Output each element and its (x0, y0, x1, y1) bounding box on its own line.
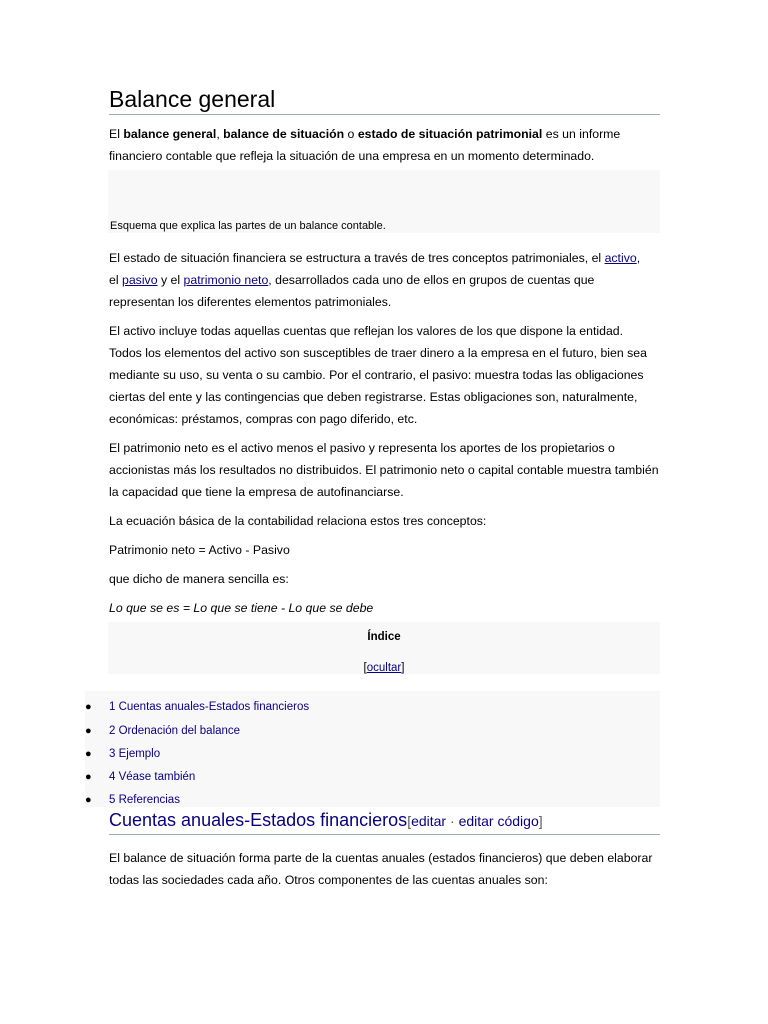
pasivo-link[interactable]: pasivo (122, 273, 158, 287)
structure-paragraph (109, 247, 664, 313)
toc-hide-link[interactable]: ocultar (366, 662, 402, 674)
toc-item-label: 4 Véase también (109, 771, 196, 783)
edit-link[interactable]: editar (411, 813, 447, 829)
activo-line: económicas: préstamos, compras con pago diferido, etc. (109, 412, 418, 426)
toc-item[interactable] (85, 700, 310, 714)
edit-bracket-close: ] (538, 813, 543, 829)
toc-item-label: 1 Cuentas anuales-Estados financieros (109, 701, 310, 713)
toc-item-label: 3 Ejemplo (109, 748, 161, 760)
patrimonio-neto-link[interactable]: patrimonio neto (183, 273, 269, 287)
activo-line: mediante su uso, su venta o su cambio. Por el contrario, el pasivo: muestra todas las obligaciones (109, 368, 644, 382)
activo-line: Todos los elementos del activo son susceptibles de traer dinero a la empresa en el futuro, bien sea (109, 346, 647, 360)
structure-text-2: , (636, 251, 641, 265)
section-edit-links (407, 813, 542, 829)
toc-item[interactable] (85, 770, 196, 784)
section-heading-text: Cuentas anuales-Estados financieros (109, 810, 408, 830)
toc-item-label: 5 Referencias (109, 794, 180, 806)
toc-item[interactable] (85, 747, 161, 761)
activo-link[interactable]: activo (604, 251, 637, 265)
edit-separator: · (446, 813, 459, 829)
section-heading (109, 808, 660, 835)
toc-item-label: 2 Ordenación del balance (109, 725, 241, 737)
patrimonio-line: la capacidad que tiene la empresa de autofinanciarse. (109, 485, 404, 499)
structure-text-1: El estado de situación financiera se estructura a través de tres conceptos patrimoniales, el (109, 251, 605, 265)
intro-bold-1: balance general (123, 127, 217, 141)
intro-text-4: es un informe (542, 127, 621, 141)
activo-paragraph (109, 320, 664, 430)
figure-caption: Esquema que explica las partes de un balance contable. (110, 220, 386, 232)
patrimonio-paragraph (109, 437, 664, 503)
page-title: Balance general (109, 84, 660, 115)
activo-line: ciertas del ente y las contingencias que deben registrarse. Estas obligaciones son, naturalmente, (109, 390, 638, 404)
bullet-icon: ● (85, 701, 92, 713)
bullet-icon: ● (85, 725, 92, 737)
activo-line: El activo incluye todas aquellas cuentas que reflejan los valores de los que dispone la entidad. (109, 324, 624, 338)
toc-box (108, 622, 660, 674)
patrimonio-line: accionistas más los resultados no distribuidos. El patrimonio neto o capital contable muestra también (109, 463, 659, 477)
intro-line-2: financiero contable que refleja la situación de una empresa en un momento determinado. (109, 149, 595, 163)
structure-text-4: y el (157, 273, 184, 287)
simple-intro: que dicho de manera sencilla es: (109, 572, 289, 586)
bullet-icon: ● (85, 794, 92, 806)
figure-thumbnail (108, 170, 660, 233)
edit-code-link[interactable]: editar código (458, 813, 539, 829)
toc-toggle (108, 661, 660, 675)
equation-simple: Lo que se es = Lo que se tiene - Lo que se debe (109, 601, 374, 615)
section-paragraph (109, 847, 664, 891)
patrimonio-line: El patrimonio neto es el activo menos el pasivo y representa los aportes de los propietarios o (109, 441, 615, 455)
toc-bracket-close: ] (401, 662, 405, 674)
intro-text-3: o (344, 127, 358, 141)
structure-text-3: el (109, 273, 122, 287)
toc-item[interactable] (85, 793, 180, 807)
toc-title: Índice (367, 631, 401, 643)
intro-text-1: El (109, 127, 124, 141)
intro-bold-3: estado de situación patrimonial (357, 127, 543, 141)
equation-intro: La ecuación básica de la contabilidad relaciona estos tres conceptos: (109, 514, 487, 528)
structure-text-6: representan los diferentes elementos patrimoniales. (109, 295, 392, 309)
section-line: El balance de situación forma parte de la cuentas anuales (estados financieros) que deben elaborar (109, 851, 653, 865)
bullet-icon: ● (85, 748, 92, 760)
equation: Patrimonio neto = Activo - Pasivo (109, 543, 290, 557)
intro-text-2: , (216, 127, 224, 141)
toc-item[interactable] (85, 724, 241, 738)
section-line: todas las sociedades cada año. Otros componentes de las cuentas anuales son: (109, 873, 548, 887)
structure-text-5: , desarrollados cada uno de ellos en grupos de cuentas que (268, 273, 595, 287)
intro-paragraph (109, 123, 664, 167)
toc-bracket-open: [ (363, 662, 367, 674)
intro-bold-2: balance de situación (223, 127, 345, 141)
edit-bracket-open: [ (407, 813, 412, 829)
bullet-icon: ● (85, 771, 92, 783)
